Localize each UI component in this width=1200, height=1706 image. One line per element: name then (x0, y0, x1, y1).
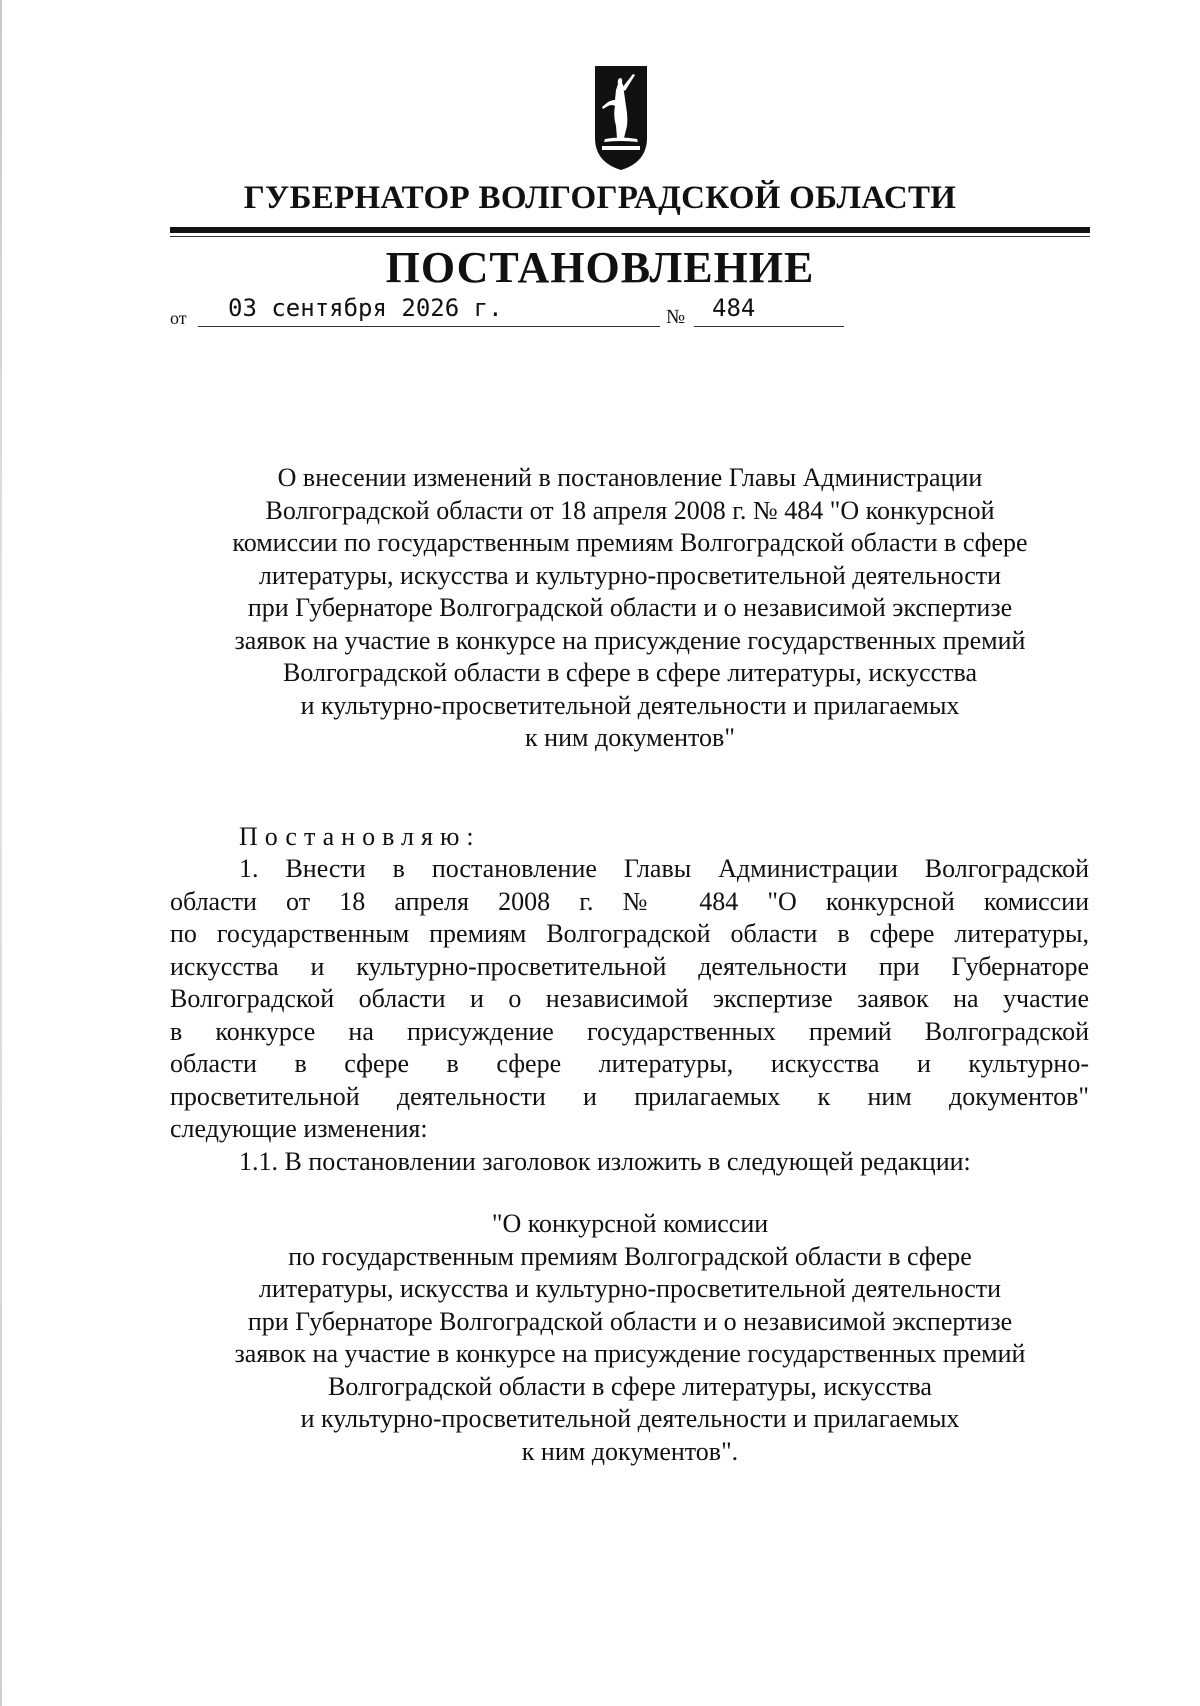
number-label: № (666, 306, 686, 328)
new-title-line: "О конкурсной комиссии (491, 1209, 769, 1238)
title-line: и культурно-просветительной деятельности и прилагаемых (300, 690, 960, 720)
title-line: литературы, искусства и культурно-просветительной деятельности (258, 560, 1002, 590)
coat-of-arms-emblem (591, 64, 651, 172)
new-title-line: и культурно-просветительной деятельности и прилагаемых (300, 1404, 960, 1433)
paragraph-line: следующие изменения: (170, 1114, 428, 1143)
title-line: при Губернаторе Волгоградской области и о независимой экспертизе (247, 593, 1013, 622)
document-title (170, 462, 1090, 755)
title-line: заявок на участие в конкурсе на присуждение государственных премий (234, 625, 1026, 655)
paragraph-line: Волгоградской области и о независимой экспертизе заявок на участие (170, 984, 1089, 1013)
paragraph-line: в конкурсе на присуждение государственных премий Волгоградской (170, 1016, 1089, 1046)
paragraph-line: по государственным премиям Волгоградской области в сфере литературы, (170, 919, 1089, 948)
new-title-line: при Губернаторе Волгоградской области и о независимой экспертизе (247, 1306, 1013, 1336)
paragraph-line: 1.1. В постановлении заголовок изложить в следующей редакции: (239, 1147, 971, 1176)
title-line: к ним документов" (525, 723, 735, 752)
paragraph-line: искусства и культурно-просветительной деятельности при Губернаторе (170, 951, 1089, 981)
document-number: 484 (712, 294, 756, 322)
paragraph-line: области в сфере в сфере литературы, искусства и культурно- (170, 1049, 1089, 1078)
title-line: комиссии по государственным премиям Волгоградской области в сфере (232, 528, 1028, 557)
date-number-row (170, 292, 756, 332)
new-title-line: к ним документов". (521, 1436, 739, 1466)
paragraph-item-1-1 (170, 1146, 1089, 1179)
document-date: 03 сентября 2026 г. (228, 294, 503, 322)
document-type: ПОСТАНОВЛЕНИЕ (385, 243, 815, 292)
new-title-line: литературы, искусства и культурно-просветительной деятельности (258, 1274, 1002, 1303)
paragraph-line: области от 18 апреля 2008 г. № 484 "О конкурсной комиссии (170, 886, 1089, 916)
decree-word: Постановляю: (239, 822, 481, 851)
header-rule-thick (170, 227, 1090, 233)
header-rule-thin (170, 236, 1090, 237)
new-title-quote (170, 1208, 1090, 1468)
paragraph-line: просветительной деятельности и прилагаемых к ним документов" (170, 1081, 1089, 1111)
date-underline (198, 326, 660, 327)
new-title-line: по государственным премиям Волгоградской области в сфере (288, 1241, 972, 1271)
paragraph-item-1 (170, 853, 1089, 1146)
title-line: Волгоградской области от 18 апреля 2008 г. № 484 "О конкурсной (265, 495, 995, 525)
number-underline (694, 326, 844, 327)
new-title-line: заявок на участие в конкурсе на присуждение государственных премий (234, 1339, 1026, 1368)
title-line: О внесении изменений в постановление Главы Администрации (277, 463, 983, 492)
new-title-line: Волгоградской области в сфере литературы, искусства (328, 1371, 932, 1401)
paragraph-line: 1. Внести в постановление Главы Администрации Волгоградской (239, 854, 1089, 883)
title-line: Волгоградской области в сфере в сфере литературы, искусства (282, 658, 977, 687)
from-label: от (170, 308, 187, 328)
issuing-authority: ГУБЕРНАТОР ВОЛГОГРАДСКОЙ ОБЛАСТИ (243, 180, 957, 216)
